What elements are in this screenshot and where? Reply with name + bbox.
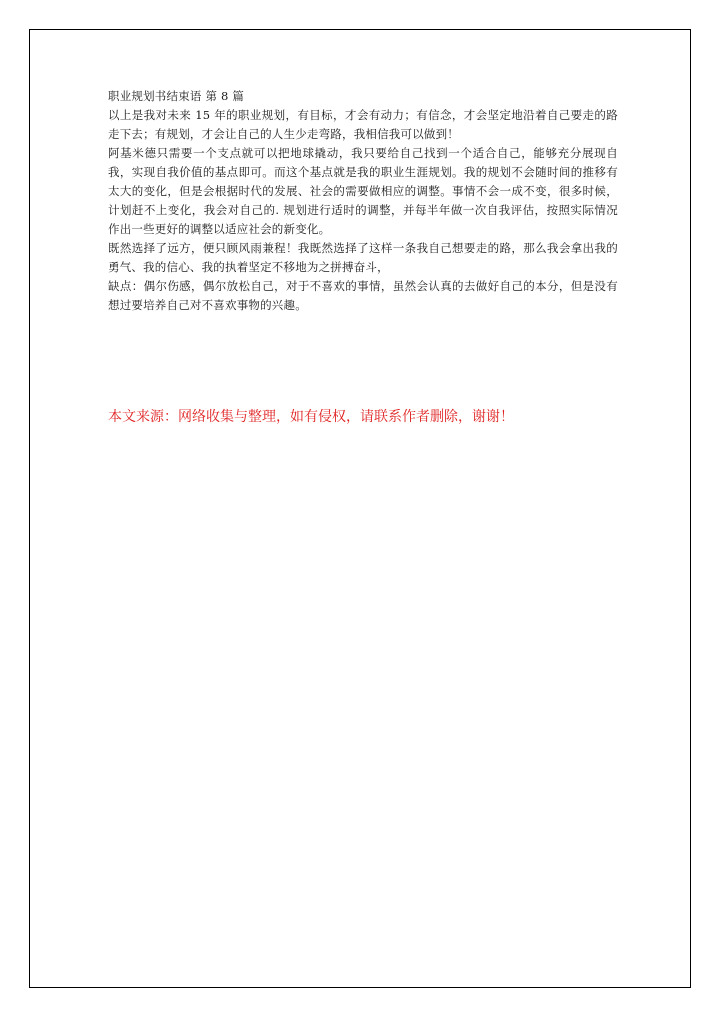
paragraph-plan-summary: 以上是我对未来 15 年的职业规划，有目标，才会有动力；有信念，才会坚定地沿着自己要走的路走下去；有规划，才会让自己的人生少走弯路，我相信我可以做到！ (108, 108, 618, 141)
document-body (108, 87, 618, 315)
source-notice: 本文来源：网络收集与整理，如有侵权，请联系作者删除，谢谢！ (108, 409, 514, 425)
paragraph-archimedes: 阿基米德只需要一个支点就可以把地球撬动，我只要给自己找到一个适合自己，能够充分展现自我，实现自我价值的基点即可。而这个基点就是我的职业生涯规划。我的规划不会随时间的推移有太大的变化，但是会根据时代的发展、社会的需要做相应的调整。事情不会一成不变，很多时候，计划赶不上变化，我会对自己的. 规划进行适时的调整，并每半年做一次自我评估，按照实际情况作出一些更好的调整以适应社会的新变化。 (108, 146, 618, 236)
document-title: 职业规划书结束语 第 8 篇 (108, 89, 245, 103)
paragraph-shortcomings: 缺点：偶尔伤感，偶尔放松自己，对于不喜欢的事情，虽然会认真的去做好自己的本分，但是没有想过要培养自己对不喜欢事物的兴趣。 (108, 279, 618, 312)
paragraph-chosen-path: 既然选择了远方，便只顾风雨兼程！我既然选择了这样一条我自己想要走的路，那么我会拿出我的勇气、我的信心、我的执着坚定不移地为之拼搏奋斗， (108, 241, 618, 274)
